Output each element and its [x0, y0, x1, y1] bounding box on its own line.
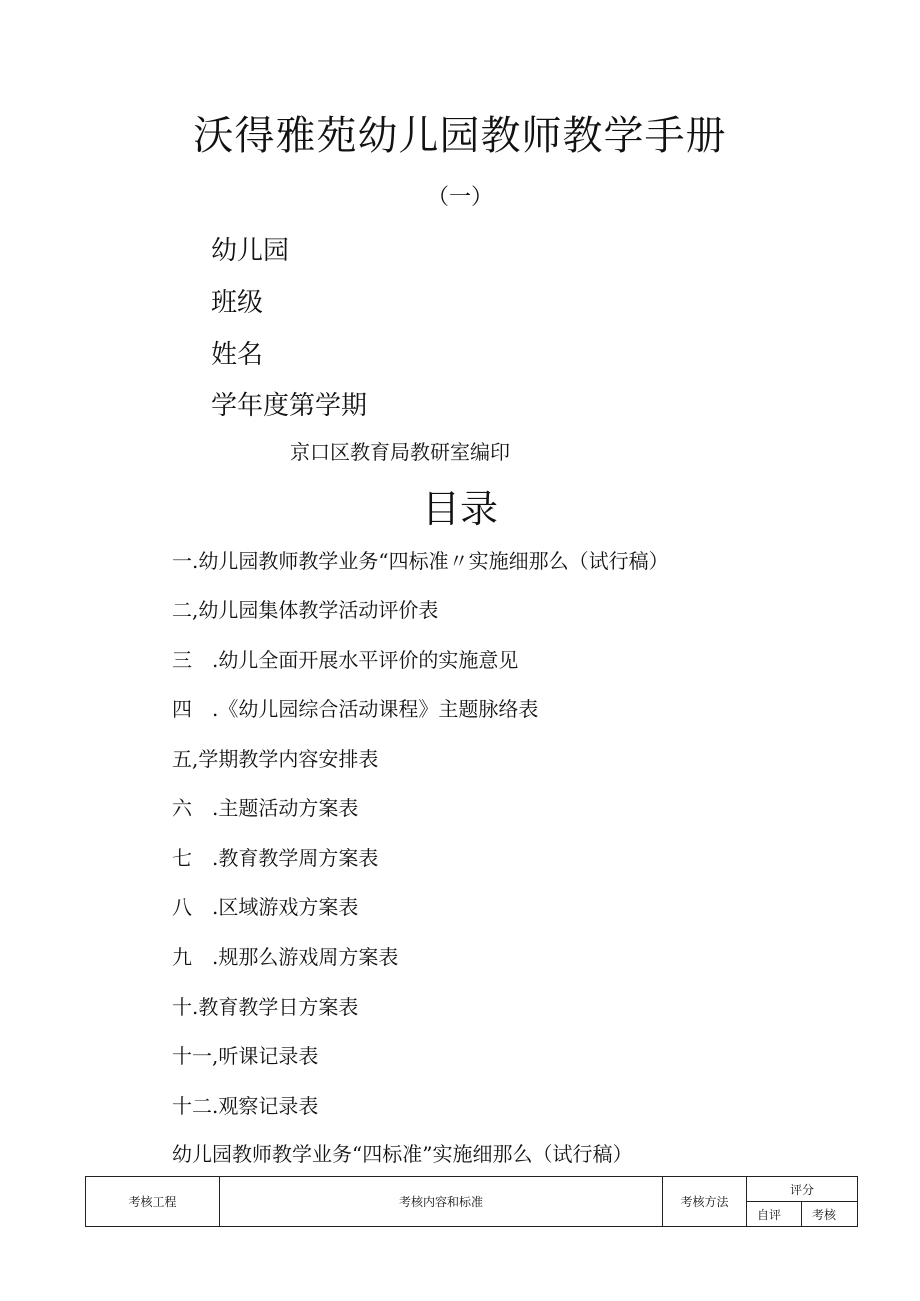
header-item: 考核工程: [86, 1177, 220, 1227]
toc-item: 十二.观察记录表: [172, 1094, 319, 1118]
toc-item: 六 .主题活动方案表: [172, 796, 359, 820]
header-method: 考核方法: [663, 1177, 747, 1227]
assessment-table: [85, 1176, 858, 1227]
toc-item: 一.幼儿园教师教学业务“四标准〃实施细那么（试行稿）: [172, 549, 669, 573]
header-score: 评分: [747, 1177, 858, 1202]
toc-item: 七 .教育教学周方案表: [172, 846, 379, 870]
toc-item: 八 .区域游戏方案表: [172, 895, 359, 919]
header-review-score: 考核: [802, 1202, 858, 1227]
header-content: 考核内容和标准: [220, 1177, 663, 1227]
section-title: 幼儿园教师教学业务“四标准”实施细那么（试行稿）: [172, 1142, 633, 1166]
toc-title: 目录: [421, 487, 498, 531]
toc-item: 二,幼儿园集体教学活动评价表: [172, 598, 439, 622]
document-subtitle: （一）: [426, 185, 493, 210]
field-kindergarten: 幼儿园: [211, 236, 290, 266]
document-title: 沃得雅苑幼儿园教师教学手册: [193, 113, 727, 159]
header-self-score: 自评: [747, 1202, 802, 1227]
toc-item: 三 .幼儿全面开展水平评价的实施意见: [172, 648, 519, 672]
field-name: 姓名: [211, 340, 264, 370]
toc-item: 十一,听课记录表: [172, 1044, 319, 1068]
field-academic-term: 学年度第学期: [211, 391, 368, 421]
toc-item: 十.教育教学日方案表: [172, 995, 359, 1019]
toc-item: 四 .《幼儿园综合活动课程》主题脉络表: [172, 697, 539, 721]
field-class: 班级: [211, 288, 264, 318]
editor-line: 京口区教育局教研室编印: [290, 440, 510, 464]
toc-item: 九 .规那么游戏周方案表: [172, 945, 399, 969]
toc-item: 五,学期教学内容安排表: [172, 747, 379, 771]
